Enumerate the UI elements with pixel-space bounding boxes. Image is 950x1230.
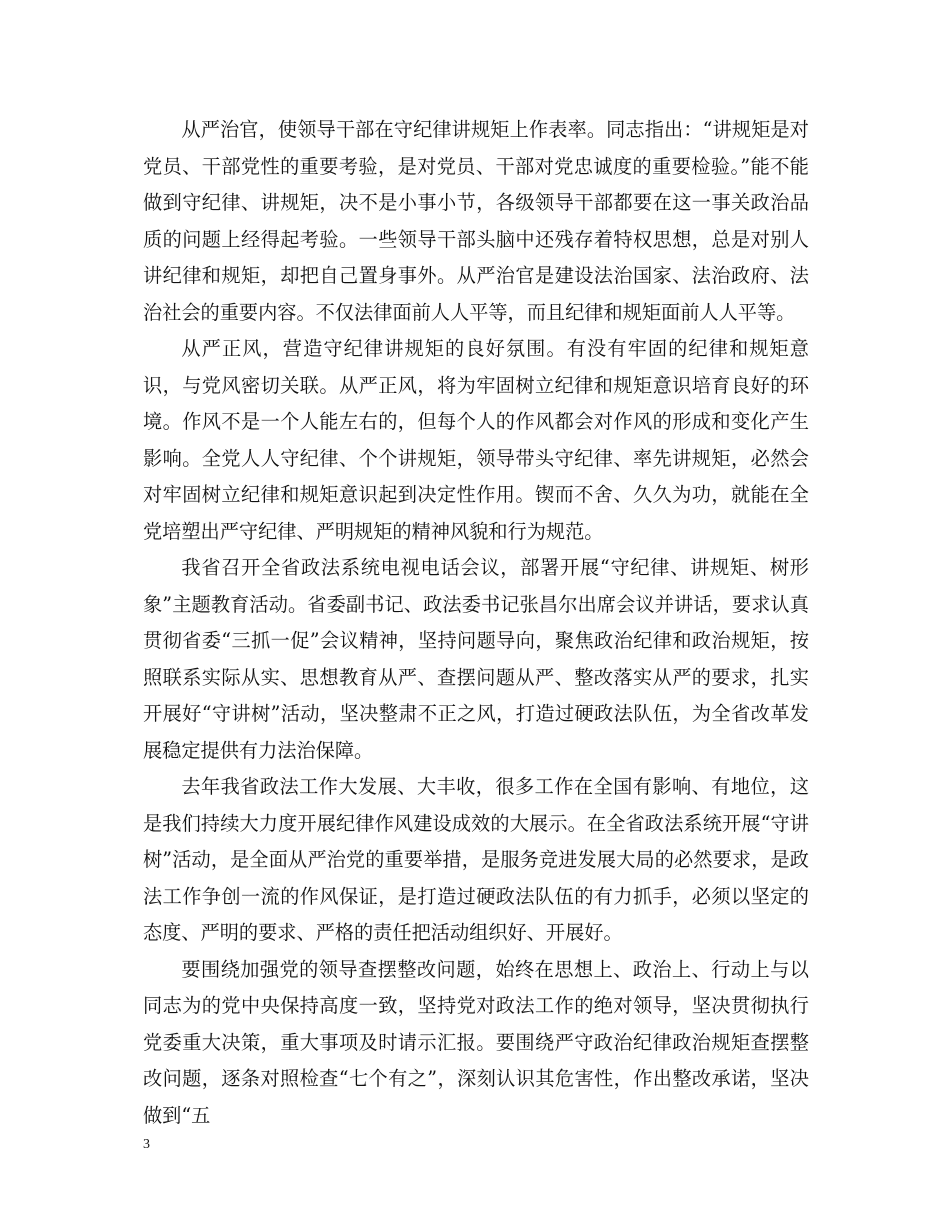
paragraph-4: 去年我省政法工作大发展、大丰收，很多工作在全国有影响、有地位，这是我们持续大力度开展纪律作风建设成效的大展示。在全省政法系统开展“守讲树”活动，是全面从严治党的重要举措，是服务竞进发展大局的必然要求，是政法工作争创一流的作风保证，是打造过硬政法队伍的有力抓手，必须以坚定的态度、严明的要求、严格的责任把活动组织好、开展好。 [143,775,809,944]
body-text [143,112,809,1134]
paragraph-2: 从严正风，营造守纪律讲规矩的良好氛围。有没有牢固的纪律和规矩意识，与党风密切关联。从严正风，将为牢固树立纪律和规矩意识培育良好的环境。作风不是一个人能左右的，但每个人的作风都会对作风的形成和变化产生影响。全党人人守纪律、个个讲规矩，领导带头守纪律、率先讲规矩，必然会对牢固树立纪律和规矩意识起到决定性作用。锲而不舍、久久为功，就能在全党培塑出严守纪律、严明规矩的精神风貌和行为规范。 [143,337,809,543]
paragraph-1: 从严治官，使领导干部在守纪律讲规矩上作表率。同志指出：“讲规矩是对党员、干部党性的重要考验，是对党员、干部对党忠诚度的重要检验。”能不能做到守纪律、讲规矩，决不是小事小节，各级领导干部都要在这一事关政治品质的问题上经得起考验。一些领导干部头脑中还残存着特权思想，总是对别人讲纪律和规矩，却把自己置身事外。从严治官是建设法治国家、法治政府、法治社会的重要内容。不仅法律面前人人平等，而且纪律和规矩面前人人平等。 [143,118,809,324]
page-number: 3 [143,1137,150,1152]
paragraph-5: 要围绕加强党的领导查摆整改问题，始终在思想上、政治上、行动上与以同志为的党中央保持高度一致，坚持党对政法工作的绝对领导，坚决贯彻执行党委重大决策，重大事项及时请示汇报。要围绕严守政治纪律政治规矩查摆整改问题，逐条对照检查“七个有之”，深刻认识其危害性，作出整改承诺，坚决做到“五 [143,957,809,1127]
paragraph-3: 我省召开全省政法系统电视电话会议，部署开展“守纪律、讲规矩、树形象”主题教育活动。省委副书记、政法委书记张昌尔出席会议并讲话，要求认真贯彻省委“三抓一促”会议精神，坚持问题导向，聚焦政治纪律和政治规矩，按照联系实际从实、思想教育从严、查摆问题从严、整改落实从严的要求，扎实开展好“守讲树”活动，坚决整肃不正之风，打造过硬政法队伍，为全省改革发展稳定提供有力法治保障。 [143,556,809,762]
